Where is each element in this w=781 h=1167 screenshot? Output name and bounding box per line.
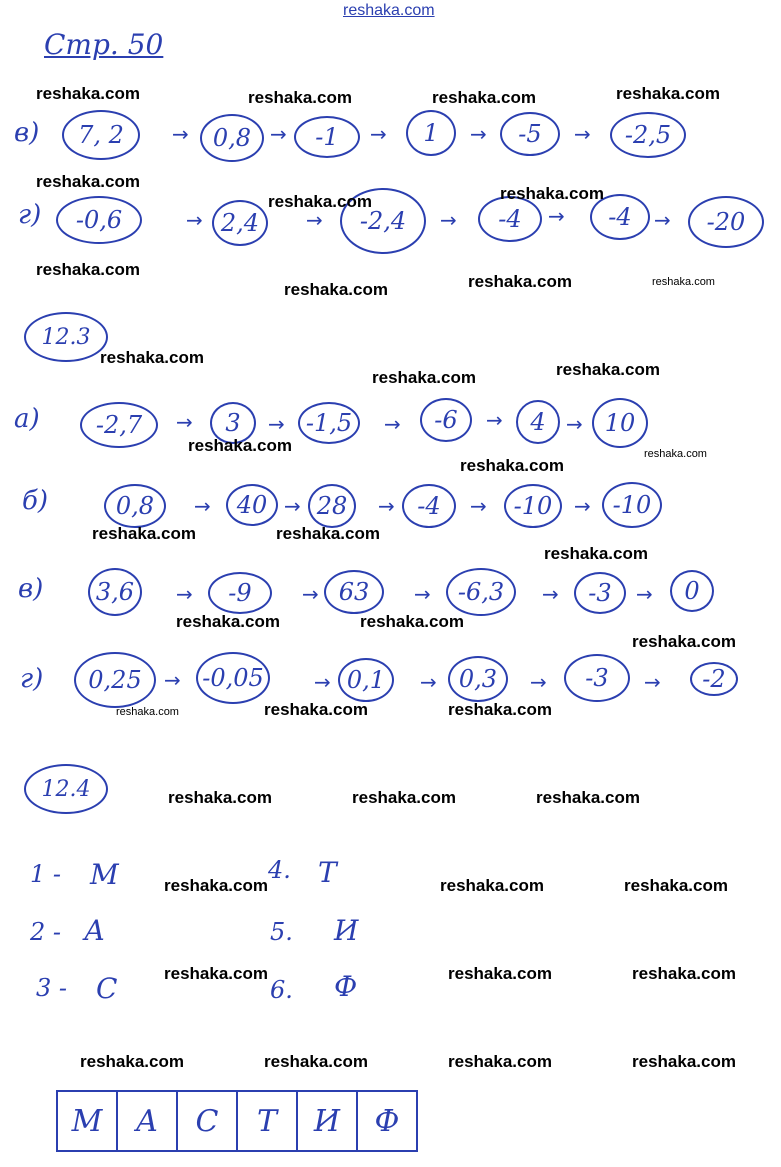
watermark: reshaka.com bbox=[468, 272, 572, 291]
row-label: а) bbox=[14, 404, 40, 434]
watermark: reshaka.com bbox=[652, 276, 715, 288]
pair-letter: М bbox=[90, 858, 119, 891]
arrow-icon: → bbox=[644, 670, 661, 694]
site-link[interactable]: reshaka.com bbox=[343, 2, 435, 19]
row-label: г) bbox=[18, 200, 42, 230]
arrow-icon: → bbox=[420, 670, 437, 694]
watermark: reshaka.com bbox=[352, 788, 456, 807]
answer-circle: -5 bbox=[500, 112, 560, 156]
row-label: г) bbox=[20, 664, 44, 694]
watermark: reshaka.com bbox=[36, 260, 140, 279]
answer-circle: -4 bbox=[478, 196, 542, 242]
pair-letter: А bbox=[84, 914, 106, 947]
answer-circle: 0,1 bbox=[338, 658, 394, 702]
word-letter-cell: С bbox=[177, 1091, 237, 1151]
watermark: reshaka.com bbox=[448, 1052, 552, 1071]
watermark: reshaka.com bbox=[264, 1052, 368, 1071]
answer-circle: -20 bbox=[688, 196, 764, 248]
arrow-icon: → bbox=[486, 408, 503, 432]
watermark: reshaka.com bbox=[440, 876, 544, 895]
watermark: reshaka.com bbox=[624, 876, 728, 895]
answer-circle: 0,8 bbox=[200, 114, 264, 162]
watermark: reshaka.com bbox=[448, 964, 552, 983]
watermark: reshaka.com bbox=[632, 964, 736, 983]
watermark: reshaka.com bbox=[164, 876, 268, 895]
pair-letter: Т bbox=[318, 856, 337, 889]
arrow-icon: → bbox=[542, 582, 559, 606]
answer-circle: -1 bbox=[294, 116, 360, 158]
arrow-icon: → bbox=[302, 582, 319, 606]
pair-number: 5. bbox=[270, 918, 293, 946]
arrow-icon: → bbox=[268, 412, 285, 436]
pair-number: 2 - bbox=[30, 918, 62, 946]
watermark: reshaka.com bbox=[80, 1052, 184, 1071]
arrow-icon: → bbox=[176, 410, 193, 434]
watermark: reshaka.com bbox=[276, 524, 380, 543]
answer-circle: -2,4 bbox=[340, 188, 426, 254]
watermark: reshaka.com bbox=[372, 368, 476, 387]
word-letter-cell: Т bbox=[237, 1091, 297, 1151]
watermark: reshaka.com bbox=[116, 706, 179, 718]
answer-circle: 10 bbox=[592, 398, 648, 448]
answer-circle: -2 bbox=[690, 662, 738, 696]
answer-circle: -3 bbox=[574, 572, 626, 614]
arrow-icon: → bbox=[172, 122, 189, 146]
watermark: reshaka.com bbox=[616, 84, 720, 103]
arrow-icon: → bbox=[370, 122, 387, 146]
watermark: reshaka.com bbox=[284, 280, 388, 299]
word-letter-cell: Ф bbox=[357, 1091, 417, 1151]
answer-circle: 0,25 bbox=[74, 652, 156, 708]
answer-circle: -6,3 bbox=[446, 568, 516, 616]
watermark: reshaka.com bbox=[644, 448, 707, 460]
pair-number: 4. bbox=[268, 856, 291, 884]
arrow-icon: → bbox=[414, 582, 431, 606]
pair-letter: Ф bbox=[334, 970, 358, 1003]
watermark: reshaka.com bbox=[544, 544, 648, 563]
answer-circle: -9 bbox=[208, 572, 272, 614]
watermark: reshaka.com bbox=[36, 84, 140, 103]
arrow-icon: → bbox=[270, 122, 287, 146]
word-letter-cell: М bbox=[57, 1091, 117, 1151]
arrow-icon: → bbox=[378, 494, 395, 518]
answer-circle: 0 bbox=[670, 570, 714, 612]
answer-circle: -4 bbox=[402, 484, 456, 528]
row-label: в) bbox=[14, 118, 40, 148]
watermark: reshaka.com bbox=[168, 788, 272, 807]
arrow-icon: → bbox=[566, 412, 583, 436]
pair-number: 1 - bbox=[30, 860, 62, 888]
watermark: reshaka.com bbox=[432, 88, 536, 107]
word-letter-cell: А bbox=[117, 1091, 177, 1151]
arrow-icon: → bbox=[574, 494, 591, 518]
answer-circle: -4 bbox=[590, 194, 650, 240]
exercise-number-badge: 12.4 bbox=[24, 764, 108, 814]
arrow-icon: → bbox=[548, 204, 565, 228]
answer-word-table bbox=[56, 1090, 418, 1152]
arrow-icon: → bbox=[186, 208, 203, 232]
pair-letter: С bbox=[96, 972, 118, 1005]
watermark: reshaka.com bbox=[632, 632, 736, 651]
answer-circle: 7, 2 bbox=[62, 110, 140, 160]
answer-circle: -0,05 bbox=[196, 652, 270, 704]
arrow-icon: → bbox=[440, 208, 457, 232]
answer-circle: -3 bbox=[564, 654, 630, 702]
answer-circle: -6 bbox=[420, 398, 472, 442]
watermark: reshaka.com bbox=[176, 612, 280, 631]
pair-letter: И bbox=[334, 914, 359, 947]
watermark: reshaka.com bbox=[632, 1052, 736, 1071]
arrow-icon: → bbox=[164, 668, 181, 692]
answer-circle: 0,3 bbox=[448, 656, 508, 702]
answer-circle: -10 bbox=[602, 482, 662, 528]
watermark: reshaka.com bbox=[36, 172, 140, 191]
answer-circle: 28 bbox=[308, 484, 356, 528]
watermark: reshaka.com bbox=[92, 524, 196, 543]
watermark: reshaka.com bbox=[188, 436, 292, 455]
watermark: reshaka.com bbox=[448, 700, 552, 719]
watermark: reshaka.com bbox=[360, 612, 464, 631]
watermark: reshaka.com bbox=[556, 360, 660, 379]
watermark: reshaka.com bbox=[248, 88, 352, 107]
arrow-icon: → bbox=[384, 412, 401, 436]
answer-circle: 3,6 bbox=[88, 568, 142, 616]
page-label: Стр. 50 bbox=[44, 28, 164, 61]
answer-circle: 2,4 bbox=[212, 200, 268, 246]
exercise-number-badge: 12.3 bbox=[24, 312, 108, 362]
arrow-icon: → bbox=[636, 582, 653, 606]
arrow-icon: → bbox=[574, 122, 591, 146]
answer-circle: -2,7 bbox=[80, 402, 158, 448]
answer-circle: 3 bbox=[210, 402, 256, 444]
pair-number: 6. bbox=[270, 976, 293, 1004]
arrow-icon: → bbox=[194, 494, 211, 518]
answer-circle: -0,6 bbox=[56, 196, 142, 244]
answer-circle: 63 bbox=[324, 570, 384, 614]
arrow-icon: → bbox=[176, 582, 193, 606]
watermark: reshaka.com bbox=[264, 700, 368, 719]
row-label: в) bbox=[18, 574, 44, 604]
arrow-icon: → bbox=[306, 208, 323, 232]
watermark: reshaka.com bbox=[164, 964, 268, 983]
answer-circle: 4 bbox=[516, 400, 560, 444]
answer-circle: 1 bbox=[406, 110, 456, 156]
watermark: reshaka.com bbox=[100, 348, 204, 367]
watermark: reshaka.com bbox=[536, 788, 640, 807]
answer-circle: -10 bbox=[504, 484, 562, 528]
arrow-icon: → bbox=[470, 494, 487, 518]
arrow-icon: → bbox=[284, 494, 301, 518]
arrow-icon: → bbox=[530, 670, 547, 694]
arrow-icon: → bbox=[654, 208, 671, 232]
answer-circle: -1,5 bbox=[298, 402, 360, 444]
watermark: reshaka.com bbox=[268, 192, 372, 211]
watermark: reshaka.com bbox=[460, 456, 564, 475]
word-letter-cell: И bbox=[297, 1091, 357, 1151]
arrow-icon: → bbox=[470, 122, 487, 146]
arrow-icon: → bbox=[314, 670, 331, 694]
watermark: reshaka.com bbox=[500, 184, 604, 203]
row-label: б) bbox=[22, 486, 49, 516]
answer-circle: 0,8 bbox=[104, 484, 166, 528]
answer-circle: 40 bbox=[226, 484, 278, 526]
answer-circle: -2,5 bbox=[610, 112, 686, 158]
pair-number: 3 - bbox=[36, 974, 68, 1002]
